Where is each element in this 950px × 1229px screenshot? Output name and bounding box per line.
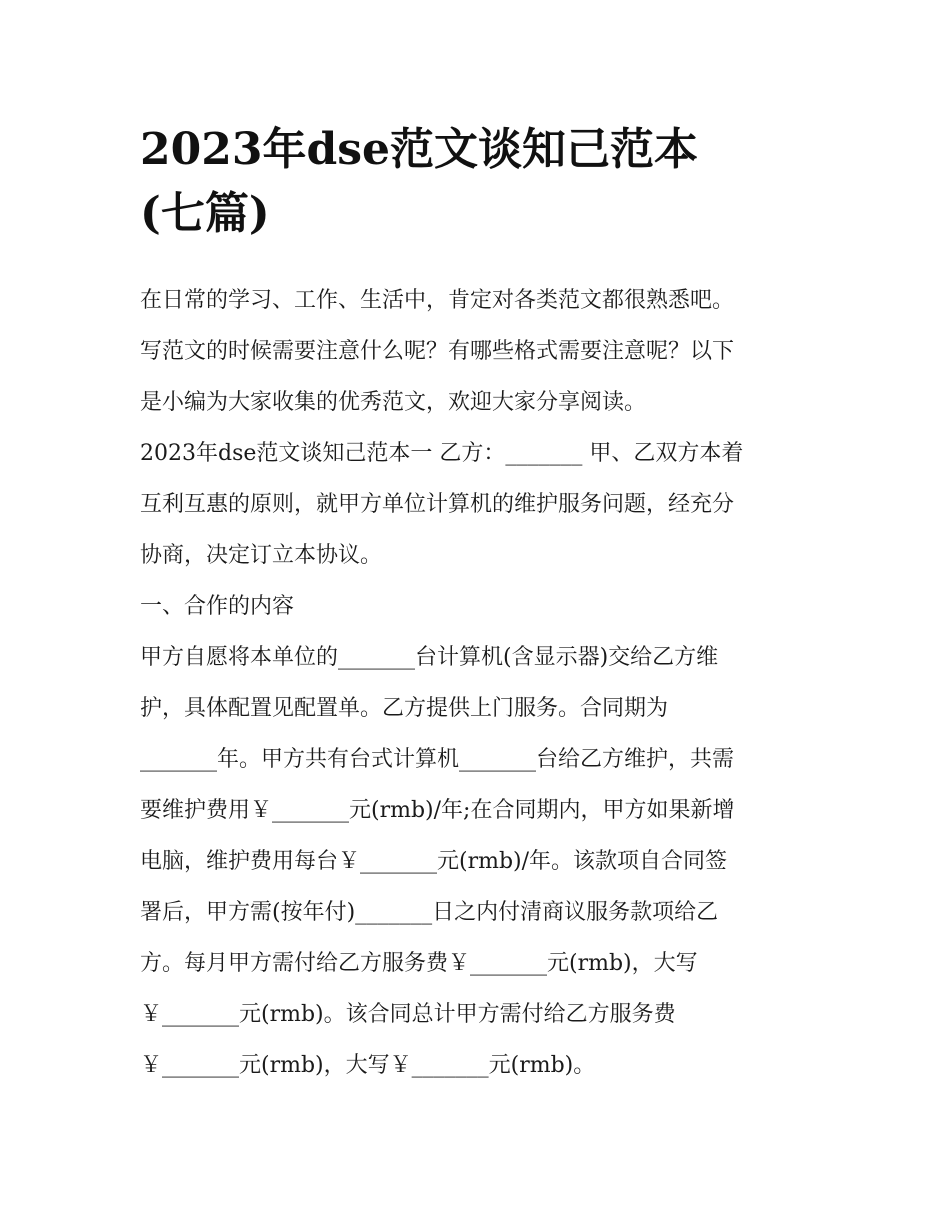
- body-line: 方。每月甲方需付给乙方服务费￥_______元(rmb)，大写: [140, 951, 698, 976]
- body-line: ￥_______元(rmb)。该合同总计甲方需付给乙方服务费: [140, 1002, 676, 1027]
- body-line: 协商，决定订立本协议。: [140, 543, 383, 568]
- body-line: 电脑，维护费用每台￥_______元(rmb)/年。该款项自合同签: [140, 849, 728, 874]
- body-line: 写范文的时候需要注意什么呢？有哪些格式需要注意呢？以下: [140, 339, 735, 364]
- title-line-2: (七篇): [140, 188, 270, 239]
- body-line: 甲方自愿将本单位的_______台计算机(含显示器)交给乙方维: [140, 645, 719, 670]
- title-line-1: 2023年dse范文谈知己范本: [140, 124, 698, 175]
- body-line: 互利互惠的原则，就甲方单位计算机的维护服务问题，经充分: [140, 492, 735, 517]
- section-heading: 一、合作的内容: [140, 594, 295, 619]
- document-body: [140, 275, 830, 1091]
- body-line: 要维护费用￥_______元(rmb)/年;在合同期内，甲方如果新增: [140, 798, 735, 823]
- body-line: _______年。甲方共有台式计算机_______台给乙方维护，共需: [140, 747, 735, 772]
- body-line: ￥_______元(rmb)，大写￥_______元(rmb)。: [140, 1053, 596, 1078]
- body-line: 在日常的学习、工作、生活中，肯定对各类范文都很熟悉吧。: [140, 288, 735, 313]
- document-title: [140, 118, 820, 246]
- body-line: 2023年dse范文谈知己范本一 乙方：_______ 甲、乙双方本着: [140, 441, 744, 466]
- body-line: 护，具体配置见配置单。乙方提供上门服务。合同期为: [140, 696, 669, 721]
- body-line: 署后，甲方需(按年付)_______日之内付清商议服务款项给乙: [140, 900, 719, 925]
- body-line: 是小编为大家收集的优秀范文，欢迎大家分享阅读。: [140, 390, 647, 415]
